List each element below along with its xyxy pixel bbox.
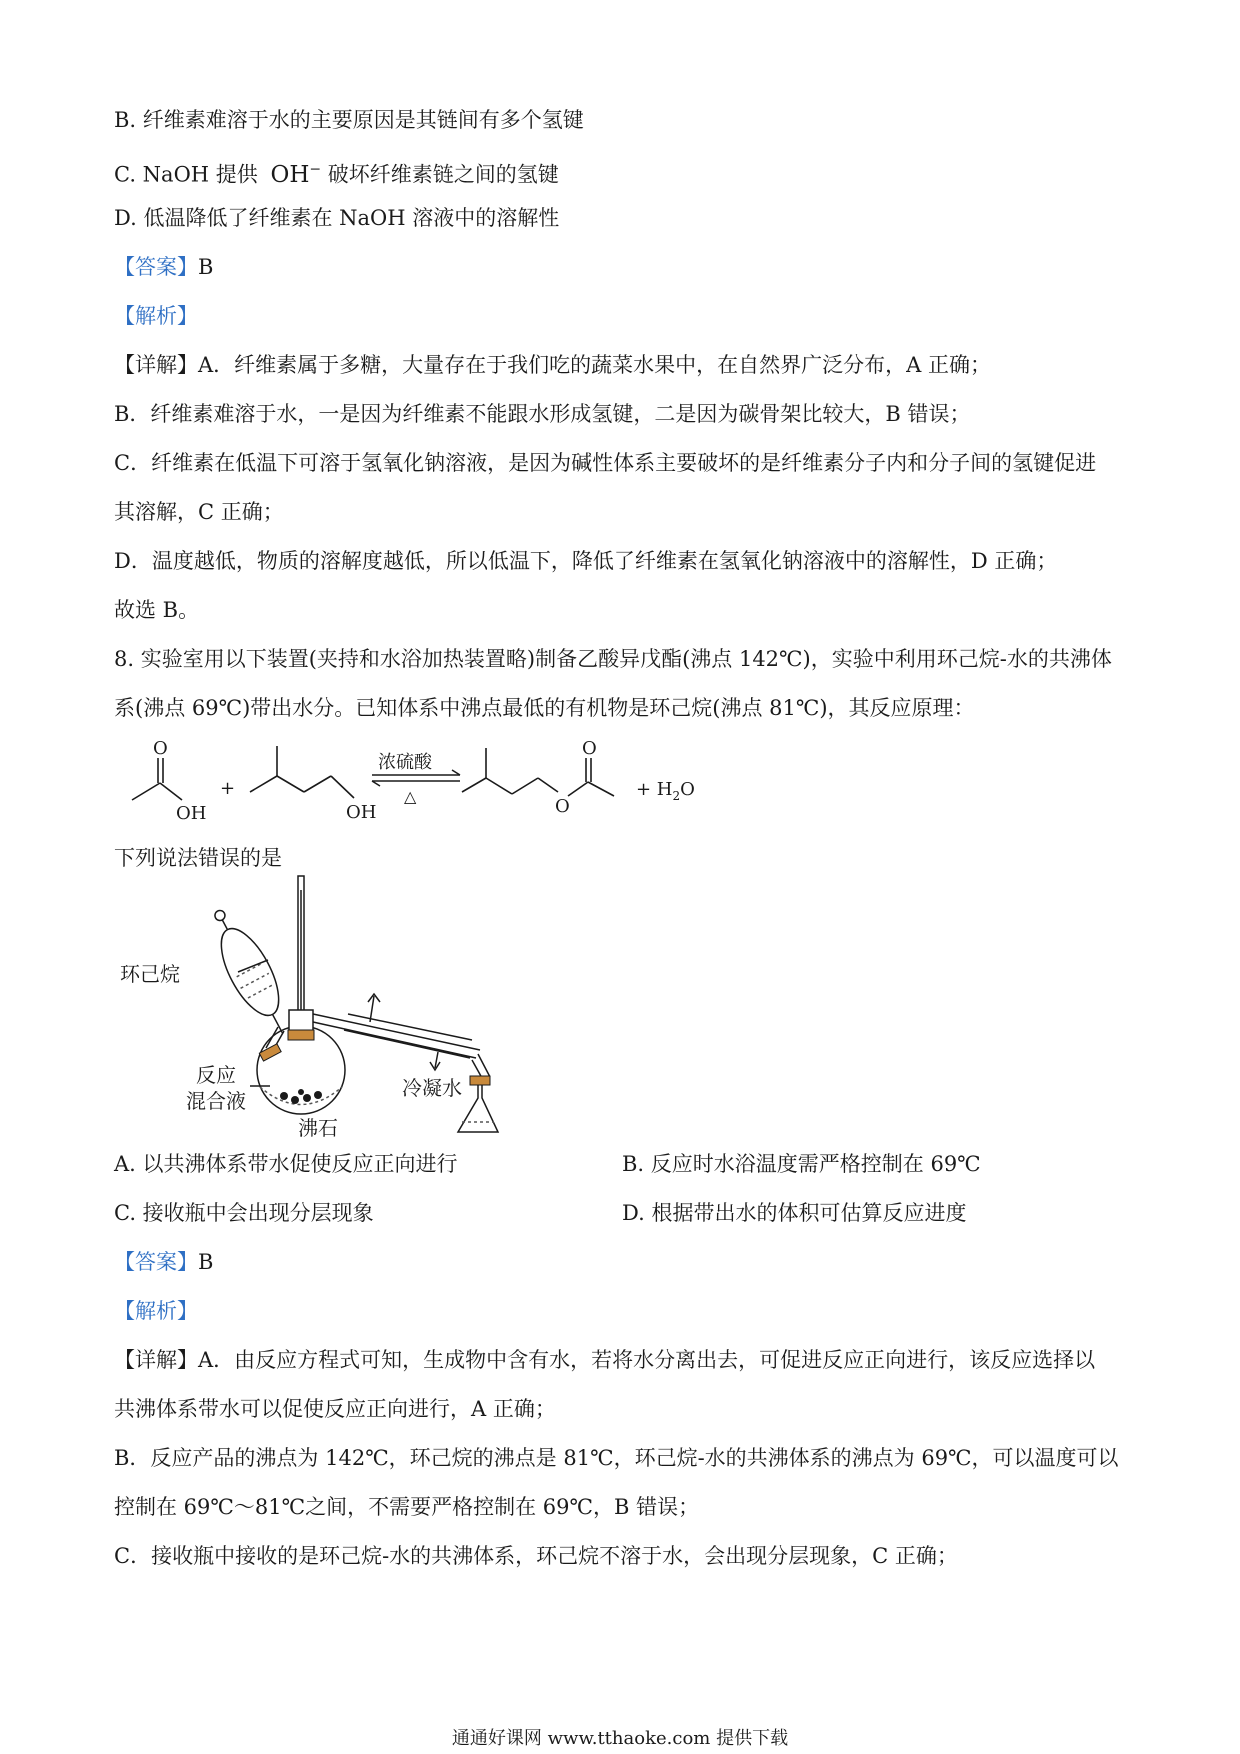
q7-detail-4: 其溶解，C 正确；	[114, 500, 284, 524]
flask-stopper	[288, 1030, 314, 1040]
water-product: + $H_2O$	[636, 779, 695, 803]
q7-option-c	[114, 155, 1134, 189]
q7-option-c-prefix: C. NaOH 提供	[114, 162, 258, 187]
q8-stem-2: 系(沸点 69℃)带出水分。已知体系中沸点最低的有机物是环己烷(沸点 81℃)，其反应原理：	[114, 696, 975, 720]
q7-answer	[114, 253, 1134, 281]
label-boiling-chips: 沸石	[298, 1116, 338, 1140]
detail-tag: 【详解】	[114, 1348, 198, 1372]
hydroxide-formula: OH−	[270, 161, 322, 188]
q8-detail-2: 共沸体系带水可以促使反应正向进行，A 正确；	[114, 1397, 556, 1421]
acid-carbonyl-o: O	[153, 738, 168, 759]
ester-linking-o: O	[555, 796, 570, 817]
dropping-funnel	[200, 902, 301, 1044]
q8-option-d: D. 根据带出水的体积可估算反应进度	[622, 1201, 967, 1225]
q8-answer	[114, 1248, 1134, 1276]
q8-question: 下列说法错误的是	[114, 846, 282, 870]
catalyst-label: 浓硫酸	[378, 752, 432, 773]
q8-stem-1: 8. 实验室用以下装置(夹持和水浴加热装置略)制备乙酸异戊酯(沸点 142℃)，实验中利用环己烷-水的共沸体	[114, 647, 1112, 671]
acid-hydroxyl: OH	[176, 803, 207, 824]
isoamyl-alcohol-structure	[250, 746, 354, 798]
q7-detail-2: B．纤维素难溶于水，一是因为纤维素不能跟水形成氢键，二是因为碳骨架比较大，B 错误；	[114, 402, 971, 426]
q8-detail-5: C．接收瓶中接收的是环己烷-水的共沸体系，环己烷不溶于水，会出现分层现象，C 正确；	[114, 1544, 958, 1568]
answer-tag: 【答案】	[114, 1250, 198, 1274]
q7-analysis-tag: 【解析】	[114, 304, 198, 328]
q8-detail-4: 控制在 69℃～81℃之间，不需要严格控制在 69℃，B 错误；	[114, 1495, 700, 1519]
label-mixture-2: 混合液	[186, 1089, 246, 1113]
ester-carbonyl-o: O	[582, 738, 597, 759]
q7-option-c-suffix: 破坏纤维素链之间的氢键	[321, 162, 559, 187]
q8-option-a: A. 以共沸体系带水促使反应正向进行	[114, 1152, 458, 1176]
q8-option-c: C. 接收瓶中会出现分层现象	[114, 1201, 374, 1225]
q7-option-b: B. 纤维素难溶于水的主要原因是其链间有多个氢键	[114, 108, 584, 132]
q7-detail-5: D．温度越低，物质的溶解度越低，所以低温下，降低了纤维素在氢氧化钠溶液中的溶解性，D 正确；	[114, 549, 1058, 573]
reaction-scheme	[120, 738, 760, 830]
q8-detail-3: B．反应产品的沸点为 142℃，环己烷的沸点是 81℃，环己烷-水的共沸体系的沸点为 69℃，可以温度可以	[114, 1446, 1119, 1470]
label-mixture-1: 反应	[196, 1063, 236, 1087]
q7-detail-1: 【详解】A．纤维素属于多糖，大量存在于我们吃的蔬菜水果中，在自然界广泛分布，A 正确；	[114, 353, 992, 377]
detail-tag: 【详解】	[114, 353, 198, 377]
acetic-acid-structure	[132, 758, 182, 800]
answer-value: B	[198, 1250, 214, 1274]
q7-detail-3: C．纤维素在低温下可溶于氢氧化钠溶液，是因为碱性体系主要破坏的是纤维素分子内和分子间的氢键促进	[114, 451, 1097, 475]
q8-detail-1: 【详解】A．由反应方程式可知，生成物中含有水，若将水分离出去，可促进反应正向进行，该反应选择以	[114, 1348, 1096, 1372]
q7-conclusion: 故选 B。	[114, 598, 200, 622]
receiving-flask	[458, 1082, 498, 1132]
receiver-stopper	[470, 1076, 490, 1085]
label-cooling-water: 冷凝水	[402, 1076, 462, 1100]
plus-sign-1: +	[220, 778, 236, 799]
q8-analysis-tag: 【解析】	[114, 1299, 198, 1323]
heat-condition: △	[404, 787, 417, 806]
answer-value: B	[198, 255, 214, 279]
q8-option-b: B. 反应时水浴温度需严格控制在 69℃	[622, 1152, 981, 1176]
q7-option-d: D. 低温降低了纤维素在 NaOH 溶液中的溶解性	[114, 206, 560, 230]
label-cyclohexane: 环己烷	[120, 962, 180, 986]
alcohol-hydroxyl: OH	[346, 802, 377, 823]
answer-tag: 【答案】	[114, 255, 198, 279]
page-footer: 通通好课网 www.tthaoke.com 提供下载	[451, 1728, 789, 1749]
